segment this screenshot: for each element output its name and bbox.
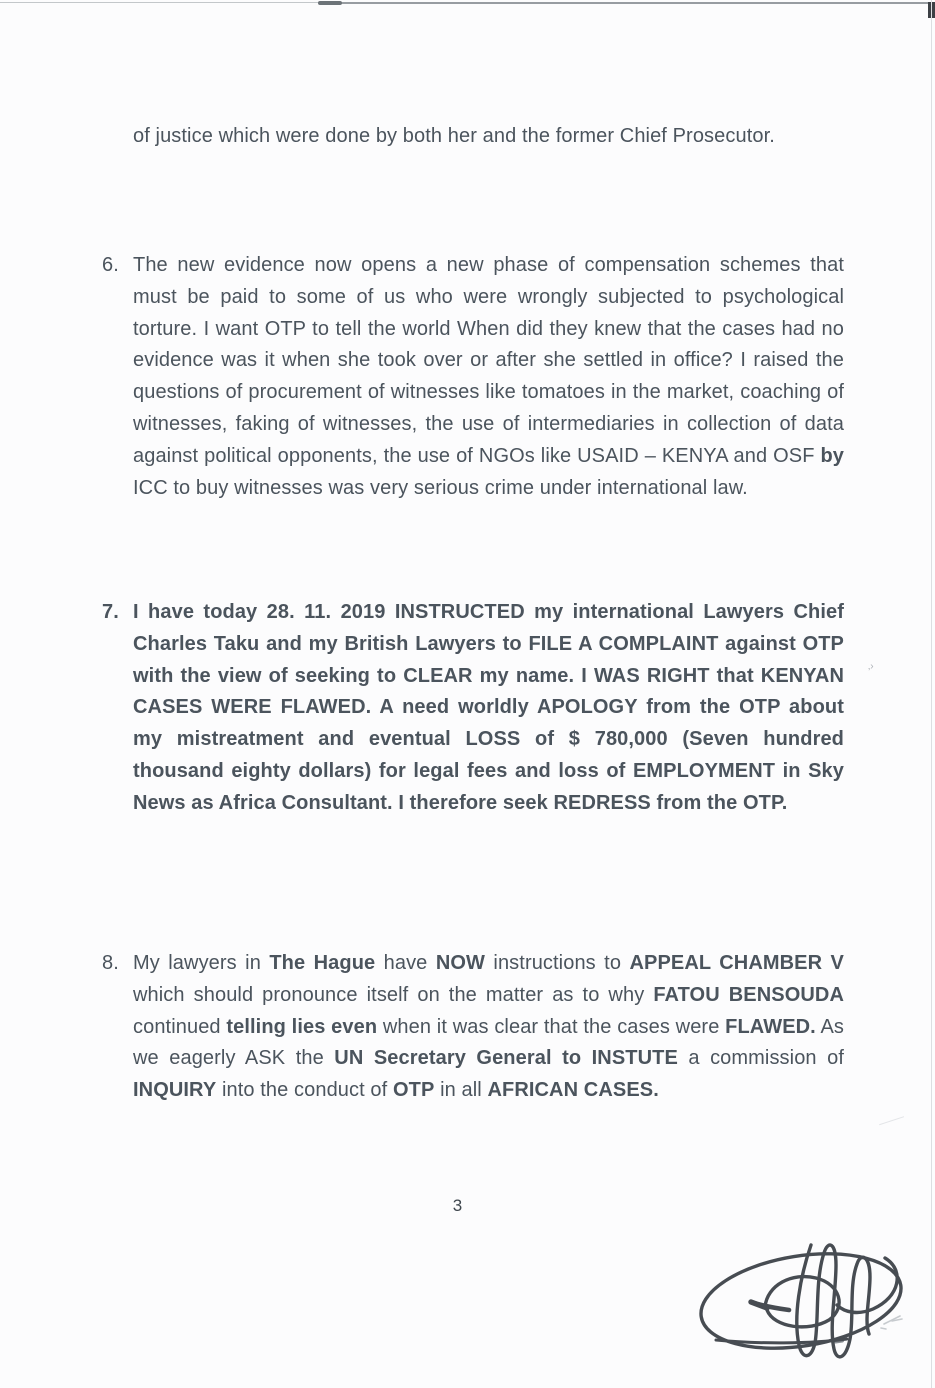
signature [688, 1235, 935, 1385]
paragraph-text: The new evidence now opens a new phase of compensation schemes that must be paid to some of us who were wrongly subjected to psychological torture. I want OTP to tell the world When did they knew that the cases had no evidence was it when she took over or after she settled in office? I raised the questions of procurement of witnesses like tomatoes in the market, coaching of witnesses, faking of witnesses, the use of intermediaries in collection of data against political opponents, the use of NGOs like USAID – KENYA and OSF by ICC to buy witnesses was very serious crime under international law. [133, 254, 844, 499]
scan-artifact-speck: ‚› [868, 661, 874, 672]
paragraph-7-number: 7. [102, 601, 119, 623]
paragraph-8-number: 8. [102, 952, 119, 974]
paragraph-text: I have today 28. 11. 2019 INSTRUCTED my international Lawyers Chief Charles Taku and my British Lawyers to FILE A COMPLAINT against OTP with the view of seeking to CLEAR my name. I WAS RIGHT that KENYAN CASES WERE FLAWED. A need worldly APOLOGY from the OTP about my mistreatment and eventual LOSS of $ 780,000 (Seven hundred thousand eighty dollars) for legal fees and loss of EMPLOYMENT in Sky News as Africa Consultant. I therefore seek REDRESS from the OTP. [133, 601, 844, 814]
paragraph-text: of justice which were done by both her and the former Chief Prosecutor. [133, 125, 775, 147]
scan-artifact-crease [879, 1116, 907, 1134]
scan-artifact-top-line-dark [320, 2, 935, 4]
signature-scribble [688, 1235, 935, 1385]
paragraph-continuation [133, 121, 844, 153]
page-number: 3 [452, 1196, 463, 1215]
paragraph-6 [102, 250, 844, 504]
paragraph-6-number: 6. [102, 254, 119, 276]
paragraph-7 [102, 597, 844, 820]
paragraph-8 [102, 948, 845, 1107]
scan-artifact-top-blob [318, 1, 342, 5]
scan-artifact-paper-edge [931, 0, 932, 1388]
paragraph-text: My lawyers in The Hague have NOW instructions to APPEAL CHAMBER V which should pronounce itself on the matter as to why FATOU BENSOUDA continued telling lies even when it was clear that the cases were FLAWED. As we eagerly ASK the UN Secretary General to INSTUTE a commission of INQUIRY into the conduct of OTP in all AFRICAN CASES. [133, 952, 845, 1102]
